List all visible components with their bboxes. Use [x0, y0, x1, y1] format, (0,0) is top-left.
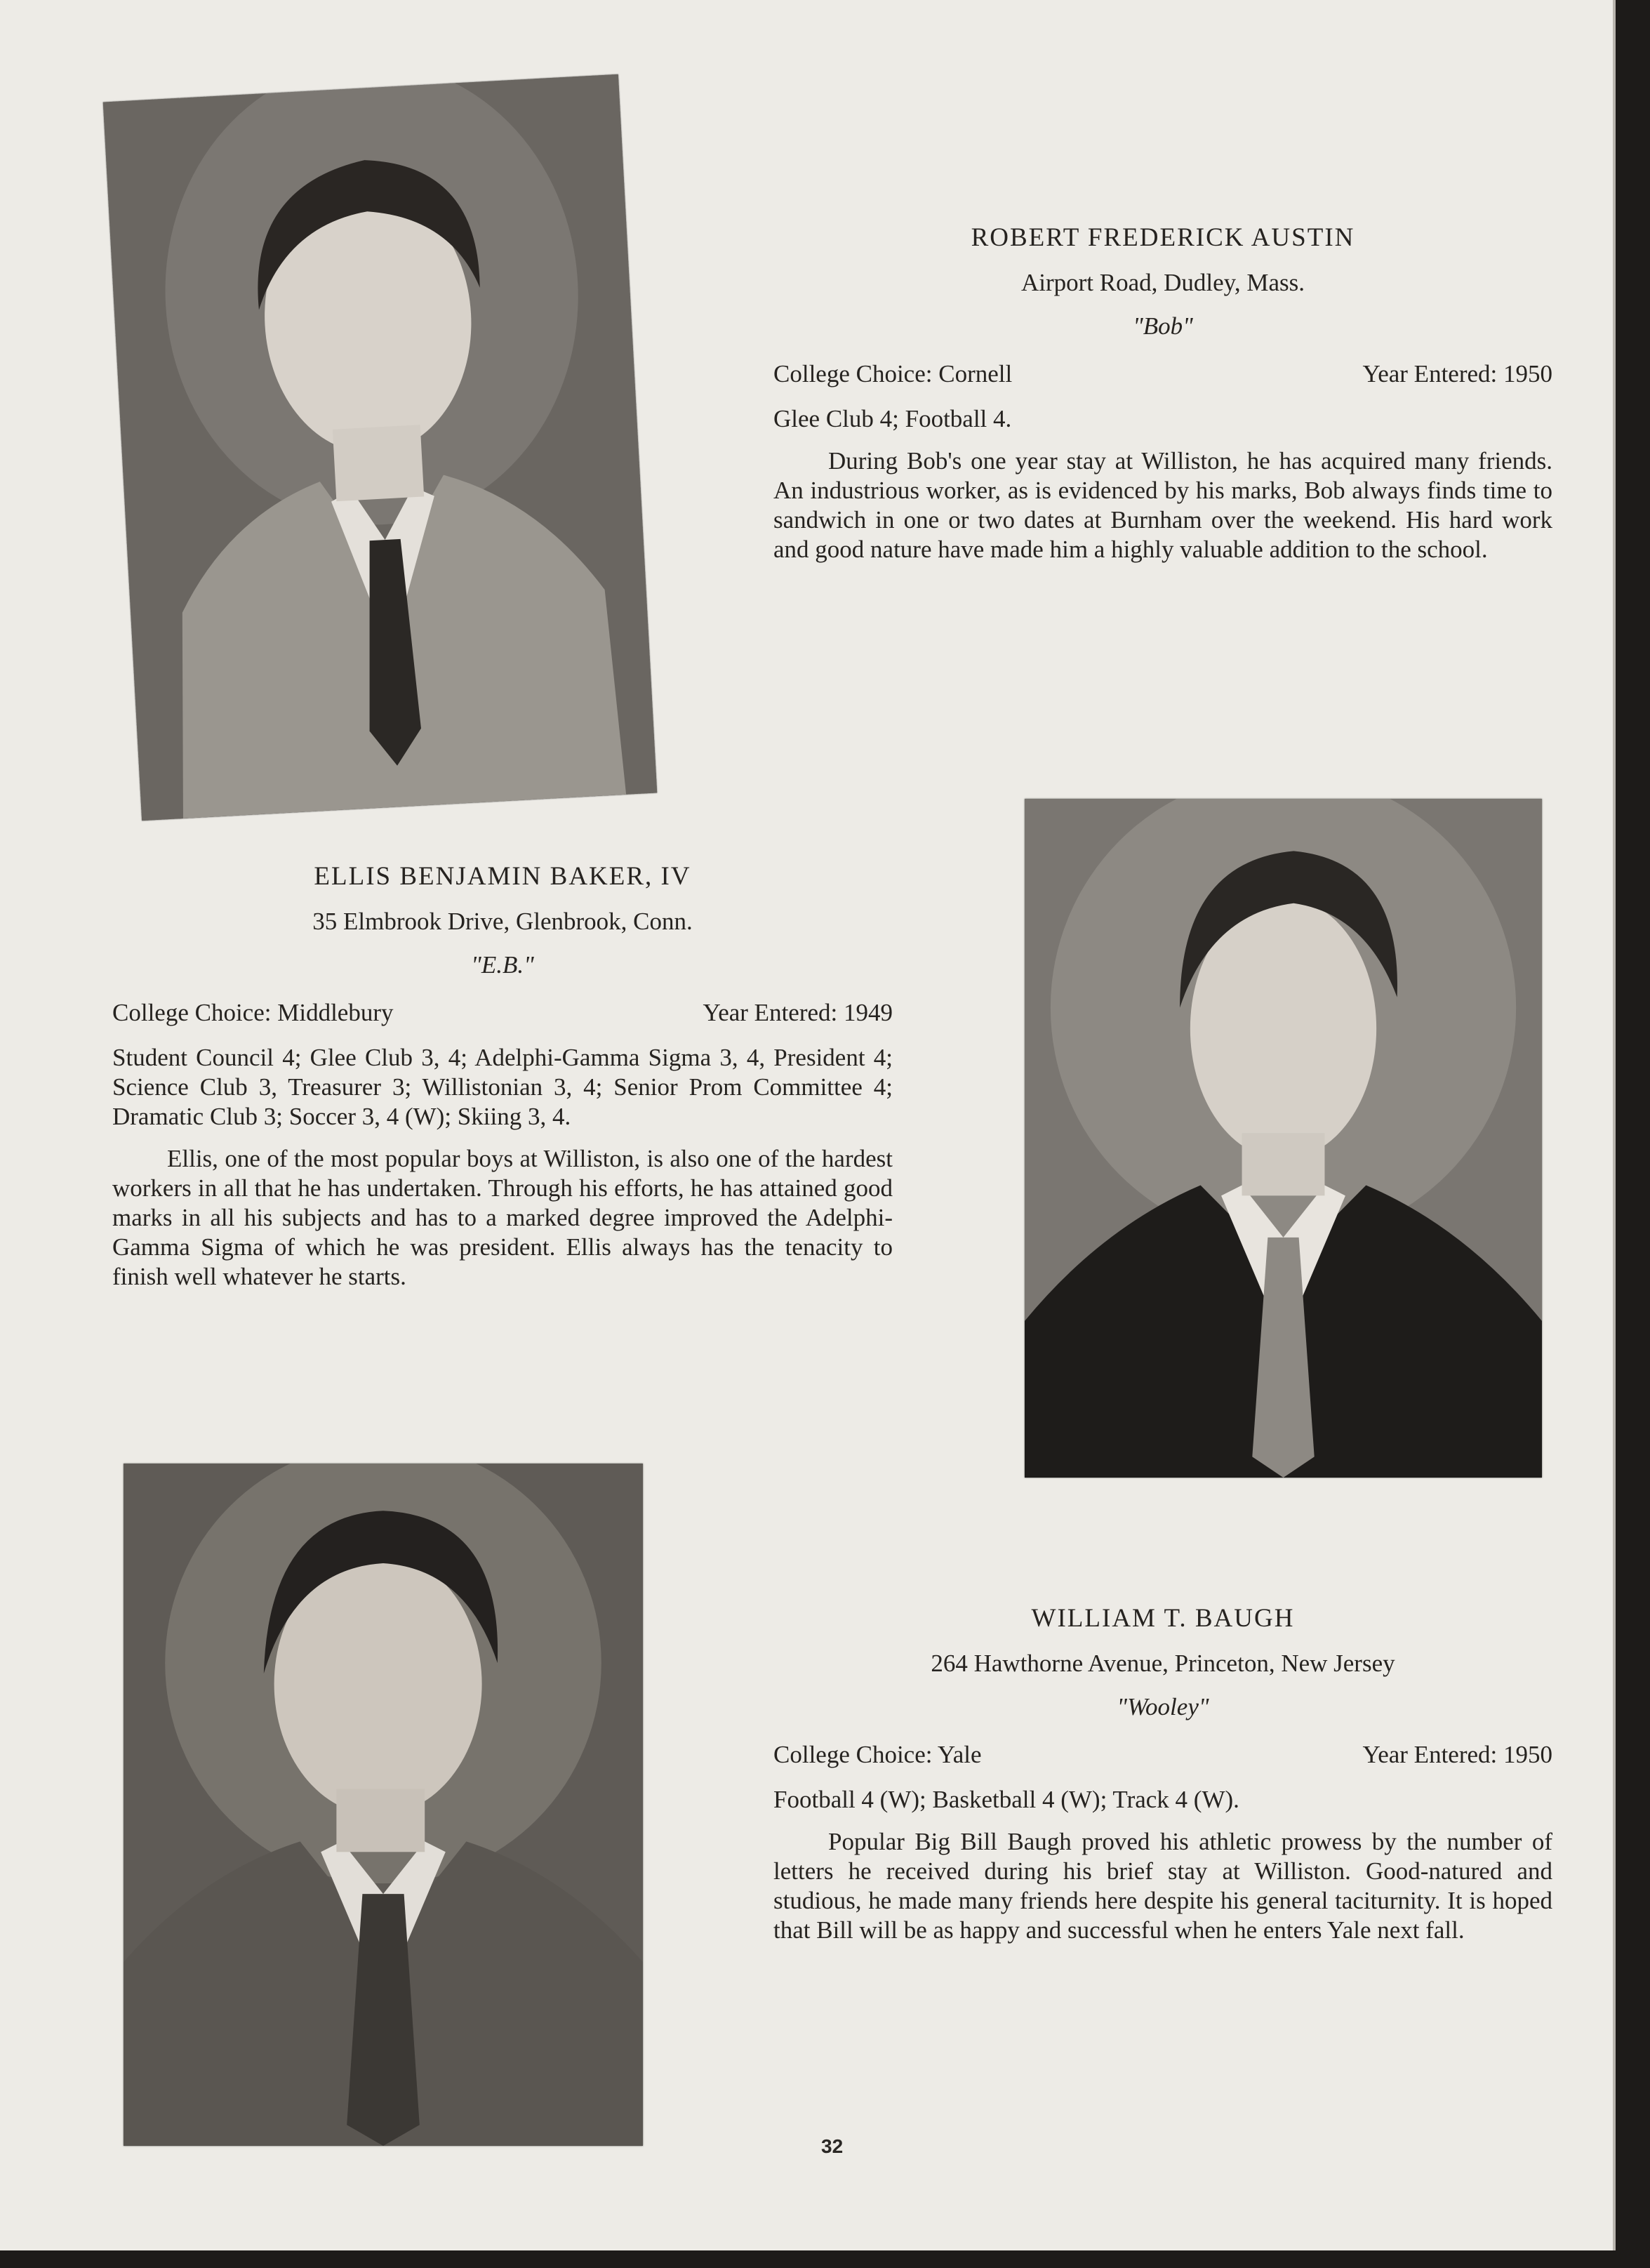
portrait-photo-austin	[103, 74, 657, 821]
college-choice: College Choice: Middlebury	[112, 999, 394, 1026]
portrait-photo-baugh	[124, 1464, 643, 2146]
student-bio: Ellis, one of the most popular boys at Williston, is also one of the hardest workers in all that he has undertaken. Through his efforts, he has attained good marks in all his subjects and has to a marked degree improved the Adelphi-Gamma Sigma of which he was president. Ellis always has the tenacity to finish well whatever he starts.	[112, 1145, 893, 1290]
year-entered: Year Entered: 1950	[1362, 360, 1552, 387]
student-entry-baugh	[773, 1604, 1552, 1945]
student-nickname: "Bob"	[1133, 312, 1193, 340]
student-meta-row	[773, 359, 1552, 389]
student-name: ELLIS BENJAMIN BAKER, IV	[314, 862, 691, 891]
student-activities: Student Council 4; Glee Club 3, 4; Adelphi-Gamma Sigma 3, 4, President 4; Science Club 3, Treasurer 3; Willistonian 3, 4; Senior Prom Committee 4; Dramatic Club 3; Soccer 3, 4 (W); Skiing 3, 4.	[112, 1044, 893, 1130]
portrait-austin-image	[103, 74, 657, 821]
student-name: WILLIAM T. BAUGH	[1031, 1604, 1295, 1633]
portrait-baker-image	[1025, 799, 1542, 1478]
student-address: 35 Elmbrook Drive, Glenbrook, Conn.	[312, 908, 693, 935]
student-activities: Glee Club 4; Football 4.	[773, 405, 1012, 432]
student-nickname: "Wooley"	[1117, 1693, 1209, 1720]
portrait-baugh-image	[124, 1464, 643, 2146]
student-bio: During Bob's one year stay at Williston, he has acquired many friends. An industrious worker, as is evidenced by his marks, Bob always finds time to sandwich in one or two dates at Burnham over the weekend. His hard work and good nature have made him a highly valuable addition to the school.	[773, 447, 1552, 563]
student-meta-row	[773, 1740, 1552, 1770]
page-number: 32	[821, 2135, 844, 2157]
student-address: Airport Road, Dudley, Mass.	[1020, 269, 1305, 296]
student-address: 264 Hawthorne Avenue, Princeton, New Jersey	[931, 1650, 1395, 1677]
student-entry-austin	[773, 223, 1552, 564]
year-entered: Year Entered: 1949	[703, 999, 893, 1026]
student-meta-row	[112, 998, 893, 1028]
student-nickname: "E.B."	[471, 951, 534, 979]
student-entry-baker	[112, 862, 893, 1292]
student-activities: Football 4 (W); Basketball 4 (W); Track 4 (W).	[773, 1786, 1239, 1813]
student-bio: Popular Big Bill Baugh proved his athletic prowess by the number of letters he received during his brief stay at Williston. Good-natured and studious, he made many friends here despite his general taciturnity. It is hoped that Bill will be as happy and successful when he enters Yale next fall.	[773, 1828, 1552, 1944]
portrait-photo-baker	[1025, 799, 1542, 1478]
year-entered: Year Entered: 1950	[1362, 1741, 1552, 1768]
college-choice: College Choice: Yale	[773, 1741, 982, 1768]
college-choice: College Choice: Cornell	[773, 360, 1013, 387]
student-name: ROBERT FREDERICK AUSTIN	[971, 223, 1355, 252]
